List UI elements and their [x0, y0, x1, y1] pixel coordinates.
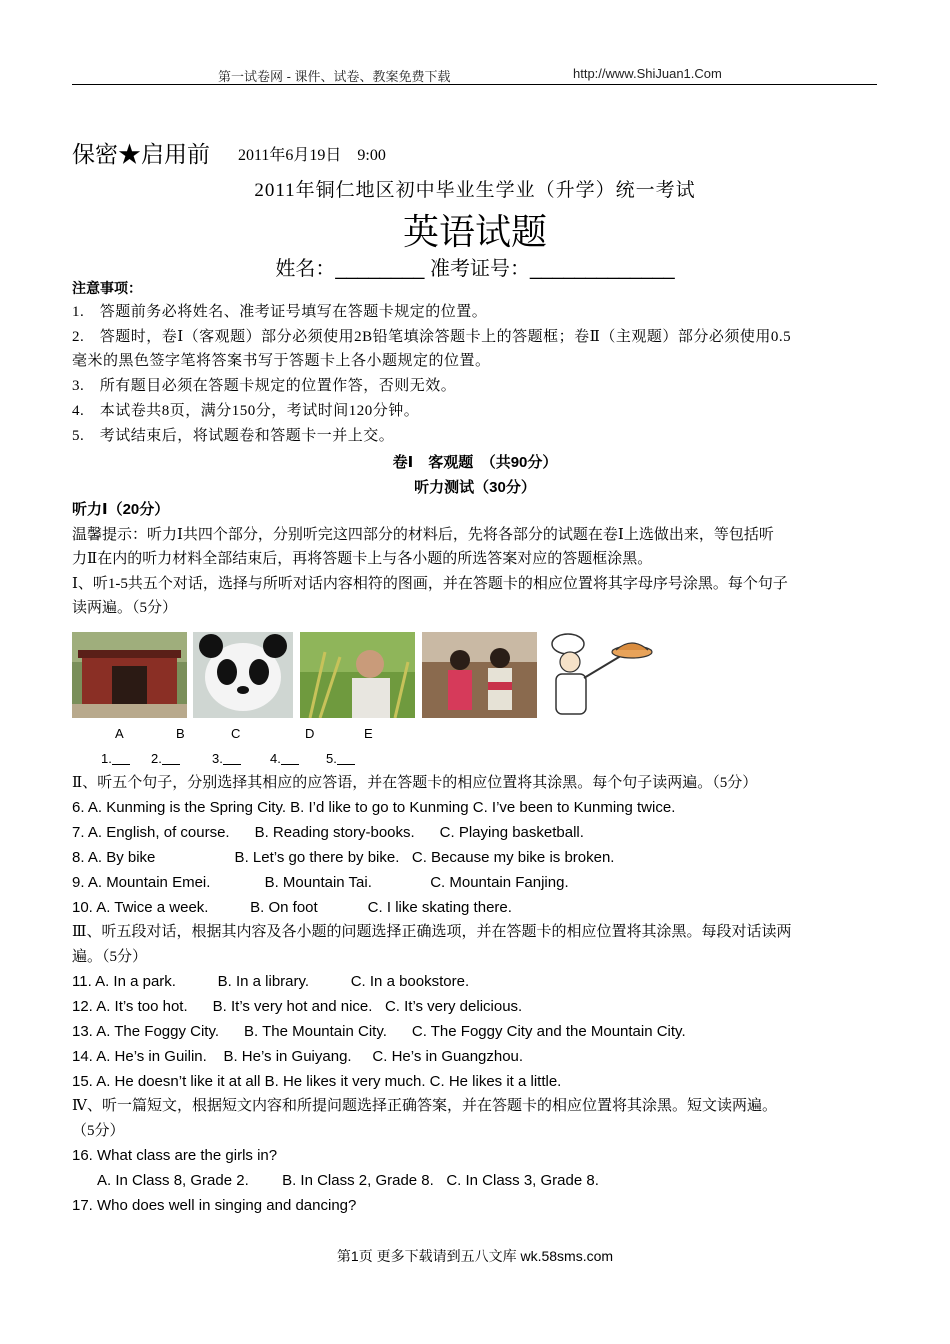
part1-instruction: Ⅰ、听1-5共五个对话，选择与所听对话内容相符的图画，并在答题卡的相应位置将其字母序号涂黑。每个句子: [72, 576, 788, 592]
question-15: 15. A. He doesn’t like it at all B. He likes it very much. C. He likes it a little.: [72, 1073, 562, 1090]
part4-instruction: Ⅳ、听一篇短文，根据短文内容和所提问题选择正确答案，并在答题卡的相应位置将其涂黑。短文读两遍。: [72, 1098, 777, 1114]
answer-blank-2: [151, 750, 180, 766]
answer-blank-3: [212, 750, 241, 766]
notice-item: 毫米的黑色签字笔将答案书写于答题卡上各小题规定的位置。: [72, 353, 491, 369]
question-16: 16. What class are the girls in?: [72, 1147, 278, 1164]
notice-item: 5. 考试结束后，将试题卷和答题卡一并上交。: [72, 428, 395, 444]
picture-label: E: [364, 726, 373, 741]
notice-item: 1. 答题前务必将姓名、准考证号填写在答题卡规定的位置。: [72, 304, 488, 320]
header-right-url[interactable]: http://www.ShiJuan1.Com: [573, 66, 722, 81]
picture-a-gate: [72, 632, 187, 718]
question-6: 6. A. Kunming is the Spring City. B. I’d like to go to Kunming C. I’ve been to Kunming twice.: [72, 799, 676, 816]
section-title: 卷Ⅰ 客观题 （共90分）: [392, 454, 558, 471]
picture-b-panda: [193, 632, 293, 718]
main-title: 英语试题: [402, 212, 547, 252]
listening-heading: 听力Ⅰ（20分）: [72, 501, 170, 518]
question-17: 17. Who does well in singing and dancing?: [72, 1197, 357, 1214]
answer-blank-4: [270, 750, 299, 766]
answer-blank[interactable]: [223, 750, 241, 765]
header-left: 第一试卷网 - 课件、试卷、教案免费下载: [218, 69, 451, 84]
notice-heading: 注意事项：: [72, 280, 142, 296]
question-16-options: A. In Class 8, Grade 2. B. In Class 2, Grade 8. C. In Class 3, Grade 8.: [97, 1172, 599, 1189]
picture-label: D: [305, 726, 315, 741]
question-7: 7. A. English, of course. B. Reading story-books. C. Playing basketball.: [72, 824, 584, 841]
secret-label: 保密★启用前: [72, 142, 210, 167]
question-14: 14. A. He’s in Guilin. B. He’s in Guiyang. C. He’s in Guangzhou.: [72, 1048, 524, 1065]
notice-item: 3. 所有题目必须在答题卡规定的位置作答，否则无效。: [72, 378, 457, 394]
part2-instruction: Ⅱ、听五个句子，分别选择其相应的应答语，并在答题卡的相应位置将其涂黑。每个句子读两遍。（5分）: [72, 775, 758, 791]
picture-c-farmer: [300, 632, 415, 718]
tip-line: 温馨提示：听力Ⅰ共四个部分，分别听完这四部分的材料后，先将各部分的试题在卷Ⅰ上选做出来，等包括听: [72, 527, 774, 543]
exam-datetime: 2011年6月19日 9:00: [238, 147, 386, 164]
question-13: 13. A. The Foggy City. B. The Mountain City. C. The Foggy City and the Mountain City.: [72, 1023, 686, 1040]
answer-number: 3.: [212, 751, 223, 766]
question-8: 8. A. By bike B. Let’s go there by bike. C. Because my bike is broken.: [72, 849, 615, 866]
question-12: 12. A. It’s too hot. B. It’s very hot and nice. C. It’s very delicious.: [72, 998, 523, 1015]
exam-title-line: 2011年铜仁地区初中毕业生学业（升学）统一考试: [254, 180, 696, 201]
notice-item: 2. 答题时，卷Ⅰ（客观题）部分必须使用2B铅笔填涂答题卡上的答题框；卷Ⅱ（主观题）部分必须使用0.5: [72, 329, 792, 345]
answer-number: 2.: [151, 751, 162, 766]
answer-number: 4.: [270, 751, 281, 766]
answer-blank[interactable]: [337, 750, 355, 765]
picture-label: C: [231, 726, 241, 741]
page-footer: 第1页 更多下载请到五八文库 wk.58sms.com: [336, 1248, 614, 1264]
picture-label: B: [176, 726, 185, 741]
picture-e-chef: [544, 632, 654, 718]
answer-blank[interactable]: [162, 750, 180, 765]
picture-d-students: [422, 632, 537, 718]
part3-instruction: 遍。（5分）: [72, 949, 148, 965]
answer-number: 5.: [326, 751, 337, 766]
question-10: 10. A. Twice a week. B. On foot C. I like skating there.: [72, 899, 512, 916]
answer-blank[interactable]: [281, 750, 299, 765]
part4-instruction: （5分）: [72, 1123, 125, 1139]
part3-instruction: Ⅲ、听五段对话，根据其内容及各小题的问题选择正确选项，并在答题卡的相应位置将其涂黑。每段对话读两: [72, 924, 792, 940]
question-11: 11. A. In a park. B. In a library. C. In a bookstore.: [72, 973, 470, 990]
answer-blank[interactable]: [112, 750, 130, 765]
name-line: 姓名：________ 准考证号：_____________: [275, 258, 675, 280]
notice-item: 4. 本试卷共8页，满分150分，考试时间120分钟。: [72, 403, 420, 419]
section-subtitle: 听力测试（30分）: [414, 479, 536, 496]
answer-number: 1.: [101, 751, 112, 766]
tip-line: 力Ⅱ在内的听力材料全部结束后，再将答题卡上与各小题的所选答案对应的答题框涂黑。: [72, 551, 653, 567]
question-9: 9. A. Mountain Emei. B. Mountain Tai. C. Mountain Fanjing.: [72, 874, 569, 891]
picture-label: A: [115, 726, 124, 741]
answer-blank-5: [326, 750, 355, 766]
answer-blank-1: [101, 750, 130, 766]
header-rule: [72, 84, 877, 85]
part1-instruction: 读两遍。（5分）: [72, 600, 178, 616]
